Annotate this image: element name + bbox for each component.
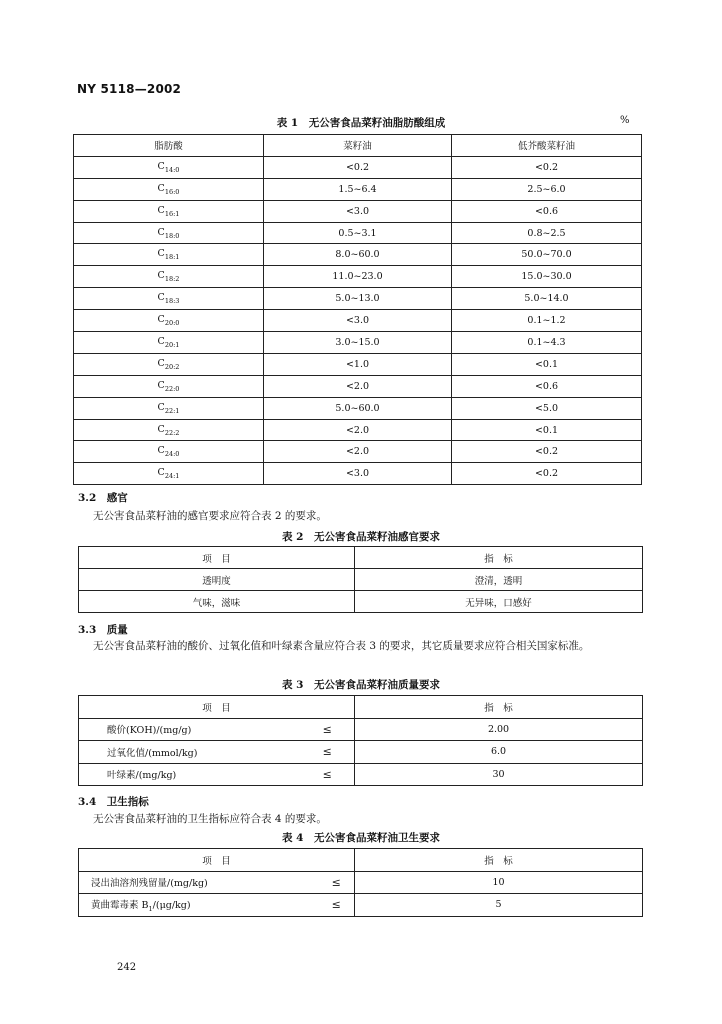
table4-operator: ≤ — [319, 894, 355, 917]
table4-item-text: 黄曲霉毒素 B — [91, 899, 149, 911]
low-erucic-oil-value: <0.1 — [452, 419, 642, 441]
table1-caption: 表 1 无公害食品菜籽油脂肪酸组成 — [276, 117, 446, 129]
low-erucic-oil-value: 0.8~2.5 — [452, 222, 642, 244]
fatty-acid-chain: 18:2 — [164, 275, 180, 284]
low-erucic-oil-value: <0.2 — [452, 463, 642, 485]
table2-header-value: 指 标 — [355, 547, 643, 569]
table-row — [74, 397, 642, 419]
table2-header-item: 项 目 — [79, 547, 355, 569]
fatty-acid-symbol: C — [157, 467, 165, 479]
table4-header-value: 指 标 — [355, 849, 643, 872]
table-row — [74, 178, 642, 200]
table1-header-row — [74, 135, 642, 157]
table3-operator: ≤ — [301, 763, 355, 786]
table-row — [79, 591, 643, 613]
rapeseed-oil-value: <3.0 — [264, 310, 452, 332]
low-erucic-oil-value: <5.0 — [452, 397, 642, 419]
section-3-4-text: 无公害食品菜籽油的卫生指标应符合表 4 的要求。 — [93, 813, 327, 825]
fatty-acid-cell — [74, 310, 264, 332]
table3-item: 酸价(KOH)/(mg/g) — [79, 718, 301, 741]
low-erucic-oil-value: 0.1~4.3 — [452, 332, 642, 354]
table-row — [74, 353, 642, 375]
table-row — [79, 718, 643, 741]
section-3-2-heading: 3.2 感官 — [78, 492, 128, 504]
fatty-acid-cell — [74, 375, 264, 397]
fatty-acid-cell — [74, 397, 264, 419]
fatty-acid-symbol: C — [157, 379, 165, 391]
table4-value: 5 — [355, 894, 643, 917]
rapeseed-oil-value: <1.0 — [264, 353, 452, 375]
fatty-acid-cell — [74, 156, 264, 178]
table3-value: 30 — [355, 763, 643, 786]
table3-header-row — [79, 696, 643, 719]
low-erucic-oil-value: 15.0~30.0 — [452, 266, 642, 288]
table-row — [74, 200, 642, 222]
fatty-acid-chain: 16:0 — [164, 187, 180, 196]
fatty-acid-chain: 22:2 — [164, 428, 180, 437]
section-3-2-text: 无公害食品菜籽油的感官要求应符合表 2 的要求。 — [93, 510, 327, 522]
rapeseed-oil-value: 5.0~13.0 — [264, 288, 452, 310]
fatty-acid-chain: 18:0 — [164, 231, 180, 240]
fatty-acid-symbol: C — [157, 423, 165, 435]
table3-operator: ≤ — [301, 741, 355, 764]
fatty-acid-chain: 20:1 — [164, 340, 180, 349]
fatty-acid-symbol: C — [157, 292, 165, 304]
table3-value: 6.0 — [355, 741, 643, 764]
rapeseed-oil-value: 5.0~60.0 — [264, 397, 452, 419]
fatty-acid-cell — [74, 332, 264, 354]
table2-sensory-requirements — [78, 546, 643, 613]
table2-item: 气味，滋味 — [79, 591, 355, 613]
table-row — [74, 244, 642, 266]
low-erucic-oil-value: <0.6 — [452, 200, 642, 222]
fatty-acid-cell — [74, 266, 264, 288]
table3-header-value: 指 标 — [355, 696, 643, 719]
fatty-acid-symbol: C — [157, 204, 165, 216]
table1-header-rapeseed: 菜籽油 — [264, 135, 452, 157]
rapeseed-oil-value: <3.0 — [264, 463, 452, 485]
table4-header-item: 项 目 — [79, 849, 355, 872]
fatty-acid-cell — [74, 200, 264, 222]
table-row — [74, 463, 642, 485]
table2-caption: 表 2 无公害食品菜籽油感官要求 — [282, 531, 440, 543]
fatty-acid-symbol: C — [157, 160, 165, 172]
fatty-acid-symbol: C — [157, 248, 165, 260]
table4-header-row — [79, 849, 643, 872]
table4-hygiene-requirements — [78, 848, 643, 917]
fatty-acid-symbol: C — [157, 357, 165, 369]
table-row — [74, 156, 642, 178]
fatty-acid-chain: 18:1 — [164, 253, 180, 262]
table2-value: 无异味，口感好 — [355, 591, 643, 613]
table1-header-acid: 脂肪酸 — [74, 135, 264, 157]
fatty-acid-cell — [74, 288, 264, 310]
low-erucic-oil-value: <0.1 — [452, 353, 642, 375]
fatty-acid-chain: 24:0 — [164, 450, 180, 459]
fatty-acid-chain: 14:0 — [164, 165, 180, 174]
table-row — [79, 569, 643, 591]
fatty-acid-chain: 16:1 — [164, 209, 180, 218]
rapeseed-oil-value: 11.0~23.0 — [264, 266, 452, 288]
table3-item: 叶绿素/(mg/kg) — [79, 763, 301, 786]
table4-item: 浸出油溶剂残留量/(mg/kg) — [79, 871, 319, 894]
fatty-acid-chain: 18:3 — [164, 297, 180, 306]
table-row — [74, 222, 642, 244]
fatty-acid-chain: 20:2 — [164, 362, 180, 371]
fatty-acid-chain: 22:0 — [164, 384, 180, 393]
table3-quality-requirements — [78, 695, 643, 786]
table-row — [79, 741, 643, 764]
fatty-acid-symbol: C — [157, 226, 165, 238]
fatty-acid-symbol: C — [157, 182, 165, 194]
table-row — [74, 441, 642, 463]
section-3-4-heading: 3.4 卫生指标 — [78, 796, 149, 808]
table4-item — [79, 894, 319, 917]
table2-value: 澄清，透明 — [355, 569, 643, 591]
fatty-acid-chain: 24:1 — [164, 472, 180, 481]
fatty-acid-cell — [74, 244, 264, 266]
low-erucic-oil-value: 5.0~14.0 — [452, 288, 642, 310]
low-erucic-oil-value: 0.1~1.2 — [452, 310, 642, 332]
fatty-acid-cell — [74, 463, 264, 485]
table4-item-subscript: 1 — [148, 904, 153, 913]
table2-item: 透明度 — [79, 569, 355, 591]
rapeseed-oil-value: <2.0 — [264, 419, 452, 441]
table-row — [74, 375, 642, 397]
fatty-acid-symbol: C — [157, 401, 165, 413]
table1-fatty-acid-composition — [73, 134, 642, 485]
fatty-acid-chain: 22:1 — [164, 406, 180, 415]
low-erucic-oil-value: <0.2 — [452, 156, 642, 178]
table-row — [79, 763, 643, 786]
fatty-acid-cell — [74, 419, 264, 441]
table-row — [74, 332, 642, 354]
fatty-acid-cell — [74, 178, 264, 200]
table1-header-low-erucic: 低芥酸菜籽油 — [452, 135, 642, 157]
fatty-acid-cell — [74, 222, 264, 244]
table3-caption: 表 3 无公害食品菜籽油质量要求 — [282, 679, 440, 691]
table3-value: 2.00 — [355, 718, 643, 741]
table4-item-unit: /(μg/kg) — [152, 899, 191, 911]
low-erucic-oil-value: 2.5~6.0 — [452, 178, 642, 200]
page-number: 242 — [117, 962, 137, 973]
table3-operator: ≤ — [301, 718, 355, 741]
low-erucic-oil-value: 50.0~70.0 — [452, 244, 642, 266]
table-row — [74, 419, 642, 441]
section-3-3-heading: 3.3 质量 — [78, 624, 128, 636]
low-erucic-oil-value: <0.6 — [452, 375, 642, 397]
table3-item: 过氧化值/(mmol/kg) — [79, 741, 301, 764]
table-row — [79, 871, 643, 894]
low-erucic-oil-value: <0.2 — [452, 441, 642, 463]
section-3-3-text: 无公害食品菜籽油的酸价、过氧化值和叶绿素含量应符合表 3 的要求，其它质量要求应符合相关国家标准。 — [93, 640, 590, 652]
fatty-acid-cell — [74, 353, 264, 375]
table-row — [74, 266, 642, 288]
rapeseed-oil-value: <3.0 — [264, 200, 452, 222]
table-row — [79, 894, 643, 917]
fatty-acid-cell — [74, 441, 264, 463]
rapeseed-oil-value: 0.5~3.1 — [264, 222, 452, 244]
table4-value: 10 — [355, 871, 643, 894]
table2-header-row — [79, 547, 643, 569]
table3-header-item: 项 目 — [79, 696, 355, 719]
fatty-acid-symbol: C — [157, 336, 165, 348]
rapeseed-oil-value: 1.5~6.4 — [264, 178, 452, 200]
fatty-acid-symbol: C — [157, 445, 165, 457]
rapeseed-oil-value: <2.0 — [264, 441, 452, 463]
rapeseed-oil-value: 8.0~60.0 — [264, 244, 452, 266]
table1-unit: % — [620, 115, 630, 126]
fatty-acid-symbol: C — [157, 314, 165, 326]
table4-operator: ≤ — [319, 871, 355, 894]
rapeseed-oil-value: <2.0 — [264, 375, 452, 397]
rapeseed-oil-value: <0.2 — [264, 156, 452, 178]
table1-body — [74, 156, 642, 484]
table4-caption: 表 4 无公害食品菜籽油卫生要求 — [282, 832, 440, 844]
table-row — [74, 288, 642, 310]
standard-code: NY 5118—2002 — [77, 82, 182, 96]
fatty-acid-chain: 20:0 — [164, 319, 180, 328]
fatty-acid-symbol: C — [157, 270, 165, 282]
rapeseed-oil-value: 3.0~15.0 — [264, 332, 452, 354]
table-row — [74, 310, 642, 332]
